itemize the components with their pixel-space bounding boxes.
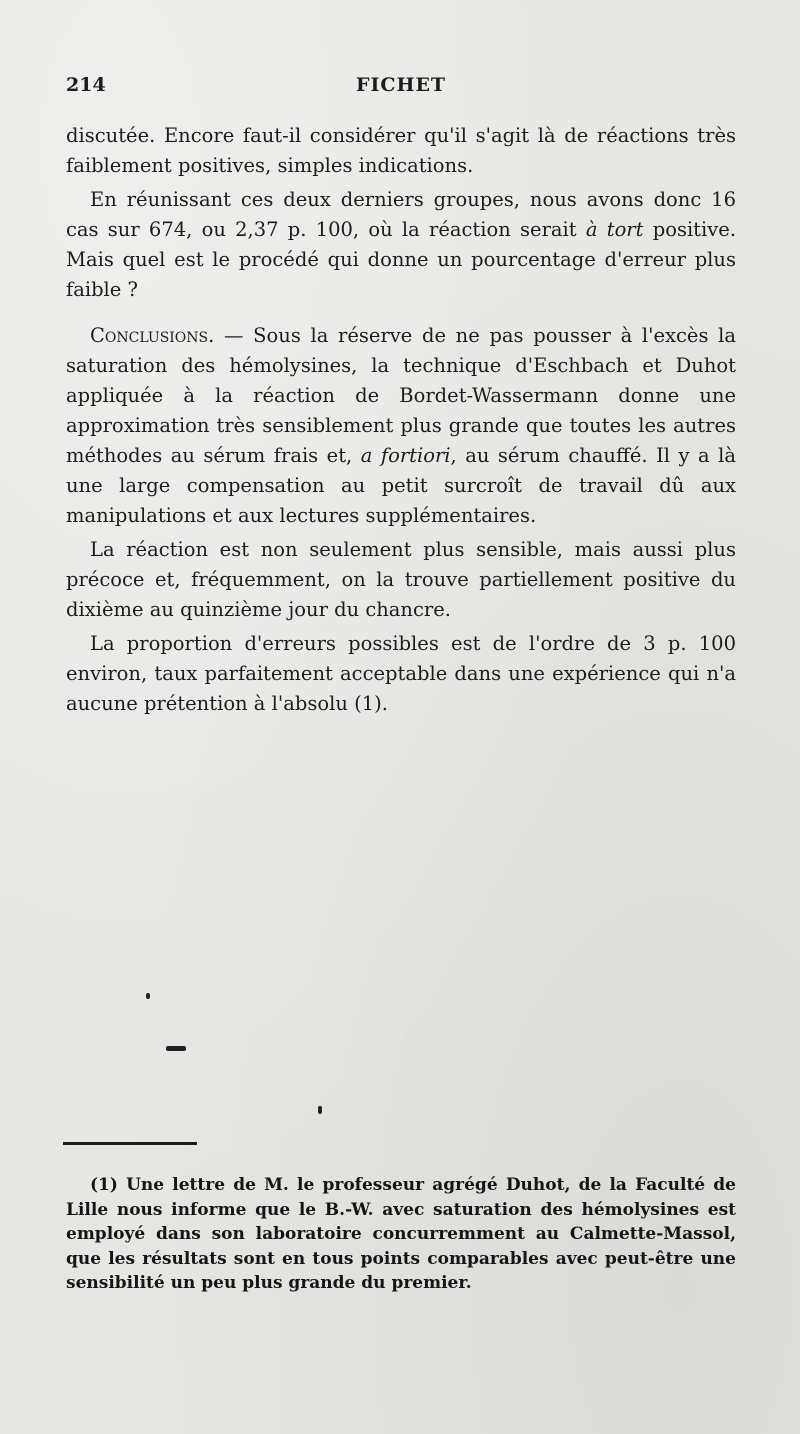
paragraph-2-end: positive. Mais quel est le procédé qui donne un pourcentage d'erreur plus faible ? (66, 218, 737, 301)
ink-speck (166, 1046, 186, 1051)
conclusions-heading: Conclusions. (90, 324, 215, 347)
page-number: 214 (66, 74, 106, 96)
paragraph-2-italic: à tort (585, 218, 644, 241)
page-header (66, 74, 736, 104)
conclusions-text-2: , au sérum chauffé. Il y a là une large compensation au petit surcroît de travail dû aux manipulations et aux lectures supplémentaires. (66, 444, 736, 527)
footnote-separator (63, 1142, 197, 1145)
footnote: (1) Une lettre de M. le professeur agrégé Duhot, de la Faculté de Lille nous informe que le B.-W. avec saturation des hémolysines est employé dans son laboratoire concurremment au Calmette-Massol, que les résultats sont en tous points comparables avec peut-être une sensibilité un peu plus grande du premier. (66, 1175, 736, 1293)
conclusions-text-1: — Sous la réserve de ne pas pousser à l'excès la saturation des hémolysines, la technique d'Eschbach et Duhot appliquée à la réaction de Bordet-Wassermann donne une approximation très sensiblement plus grande que toutes les autres méthodes au sérum frais et, (66, 324, 736, 467)
paragraph-conclusions (66, 321, 736, 531)
paragraph-2-start: En réunissant ces deux derniers groupes, nous avons donc 16 cas sur 674, ou 2,37 p. 100, où la réaction serait (66, 188, 736, 241)
conclusions-italic: a fortiori (360, 444, 451, 467)
paragraph-4: La réaction est non seulement plus sensible, mais aussi plus précoce et, fréquemment, on la trouve partiellement positive du dixième au quinzième jour du chancre. (66, 538, 736, 621)
paragraph-5: La proportion d'erreurs possibles est de l'ordre de 3 p. 100 environ, taux parfaitement acceptable dans une expérience qui n'a aucune prétention à l'absolu (1). (66, 632, 736, 715)
paragraph-2 (66, 185, 736, 305)
running-title: FICHET (356, 74, 447, 96)
body-text (66, 121, 736, 719)
paragraph-1: discutée. Encore faut-il considérer qu'il s'agit là de réactions très faiblement positives, simples indications. (66, 124, 736, 177)
ink-speck (318, 1106, 322, 1114)
ink-speck (146, 993, 150, 999)
